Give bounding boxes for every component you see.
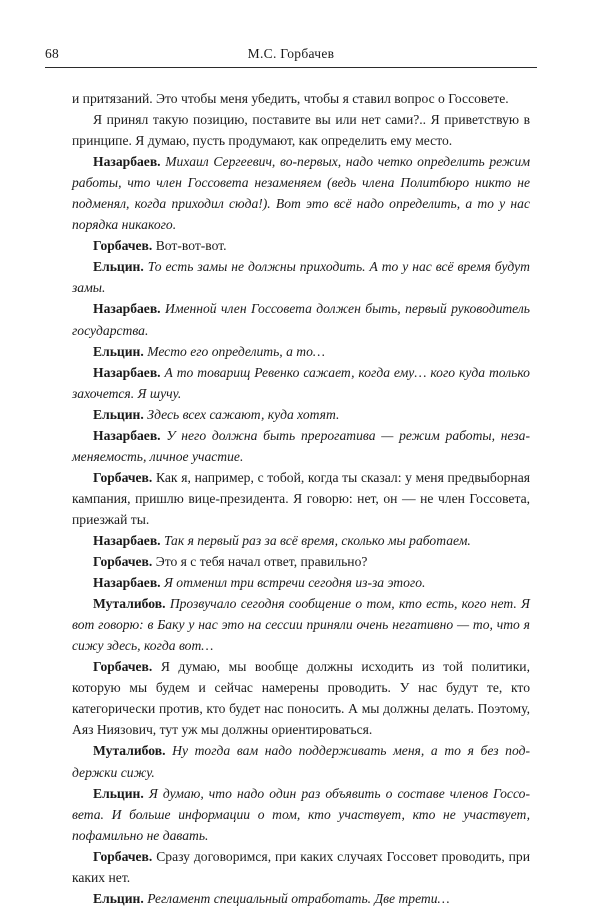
dialogue-paragraph <box>72 467 530 530</box>
speech-text: Место его определить, а то… <box>147 343 325 359</box>
speech-text: Я отменил три встречи сегодня из-за этого. <box>163 575 426 591</box>
speaker-name: Назарбаев. <box>93 301 161 317</box>
narrative-paragraph <box>72 109 530 151</box>
dialogue-paragraph <box>72 151 530 235</box>
speech-text: Как я, например, с тобой, когда ты сказал: у меня предвыборная кампания, пришлю вице-президента. Я говорю: нет, он — не член Госсовета, приезжай ты. <box>72 469 530 527</box>
dialogue-paragraph <box>72 298 530 340</box>
dialogue-paragraph <box>72 341 530 362</box>
speaker-name: Назарбаев. <box>93 364 161 380</box>
dialogue-paragraph <box>72 235 530 256</box>
dialogue-paragraph <box>72 740 530 782</box>
speech-text: Прозвучало сегодня сообщение о том, кто есть, кого нет. Я вот говорю: в Баку у нас это на сессии приняли очень негативно — то, что я сижу здесь, когда вот… <box>72 596 530 654</box>
dialogue-paragraph <box>72 656 530 740</box>
speaker-name: Муталибов. <box>93 596 166 612</box>
dialogue-paragraph <box>72 425 530 467</box>
speaker-name: Горбачев. <box>93 469 153 485</box>
speech-text: Михаил Сергеевич, во-первых, надо четко определить режим работы, что член Госсовета незаменяем (ведь члена Политбюро никто не подменял, когда приходил сюда!). Вот это всё надо определить, а то у нас порядка никакого. <box>72 154 530 233</box>
speaker-name: Назарбаев. <box>93 575 161 591</box>
running-title: М.С. Горбачев <box>247 46 335 61</box>
running-head <box>45 45 537 67</box>
speech-text: Так я первый раз за всё время, сколько мы работаем. <box>163 532 471 548</box>
speaker-name: Ельцин. <box>93 343 144 359</box>
narrative-paragraph <box>72 88 530 109</box>
dialogue-paragraph <box>72 551 530 572</box>
header-divider <box>45 67 537 68</box>
speaker-name: Горбачев. <box>93 554 153 570</box>
speech-text: Я думаю, что надо один раз объявить о составе членов Госсовета. И больше информации о том, кто участвует, кто не участвует, пофамильно не давать. <box>72 785 530 843</box>
speaker-name: Горбачев. <box>93 848 153 864</box>
speech-text: и притязаний. Это чтобы меня убедить, чтобы я ставил вопрос о Госсовете. <box>72 91 509 106</box>
speech-text: Я думаю, мы вообще должны исходить из той политики, которую мы будем и сейчас намерены проводить. У нас будут те, кто категорически против, кто будет нас поносить. А мы должны делать. Поэтому, Аяз Ниязович, тут уж мы должны ориентироваться. <box>72 659 530 738</box>
dialogue-paragraph <box>72 593 530 656</box>
speech-text: То есть замы не должны приходить. А то у нас всё время будут замы. <box>72 259 530 296</box>
speaker-name: Назарбаев. <box>93 532 161 548</box>
speaker-name: Муталибов. <box>93 743 166 759</box>
speaker-name: Ельцин. <box>93 259 144 275</box>
speaker-name: Ельцин. <box>93 406 144 422</box>
body-text <box>72 88 530 909</box>
dialogue-paragraph <box>72 888 530 909</box>
dialogue-paragraph <box>72 846 530 888</box>
speech-text: Именной член Госсовета должен быть, первый руководитель государства. <box>72 301 530 338</box>
speech-text: Это я с тебя начал ответ, правильно? <box>155 554 368 570</box>
speaker-name: Горбачев. <box>93 659 153 675</box>
dialogue-paragraph <box>72 256 530 298</box>
dialogue-paragraph <box>72 572 530 593</box>
speech-text: Сразу договоримся, при каких случаях Госсовет проводить, при каких нет. <box>72 848 531 885</box>
speech-text: Я принял такую позицию, поставите вы или нет сами?.. Я приветствую в принципе. Я думаю, пусть продумают, как определить ему место. <box>72 112 530 149</box>
page-number: 68 <box>45 46 59 61</box>
speaker-name: Назарбаев. <box>93 154 161 170</box>
dialogue-paragraph <box>72 404 530 425</box>
speech-text: У него должна быть прерогатива — режим работы, незаменяемость, личное участие. <box>72 427 530 464</box>
dialogue-paragraph <box>72 530 530 551</box>
speech-text: А то товарищ Ревенко сажает, когда ему… кого куда только захочется. Я шучу. <box>72 364 530 401</box>
dialogue-paragraph <box>72 783 530 846</box>
speech-text: Ну тогда вам надо поддерживать меня, а то я без поддержки сижу. <box>72 743 530 780</box>
speaker-name: Ельцин. <box>93 785 144 801</box>
dialogue-paragraph <box>72 362 530 404</box>
speech-text: Регламент специальный отработать. Две трети… <box>147 890 450 906</box>
speaker-name: Ельцин. <box>93 890 144 906</box>
speaker-name: Назарбаев. <box>93 427 161 443</box>
speaker-name: Горбачев. <box>93 238 153 254</box>
speech-text: Вот-вот-вот. <box>155 238 227 254</box>
speech-text: Здесь всех сажают, куда хотят. <box>147 406 340 422</box>
